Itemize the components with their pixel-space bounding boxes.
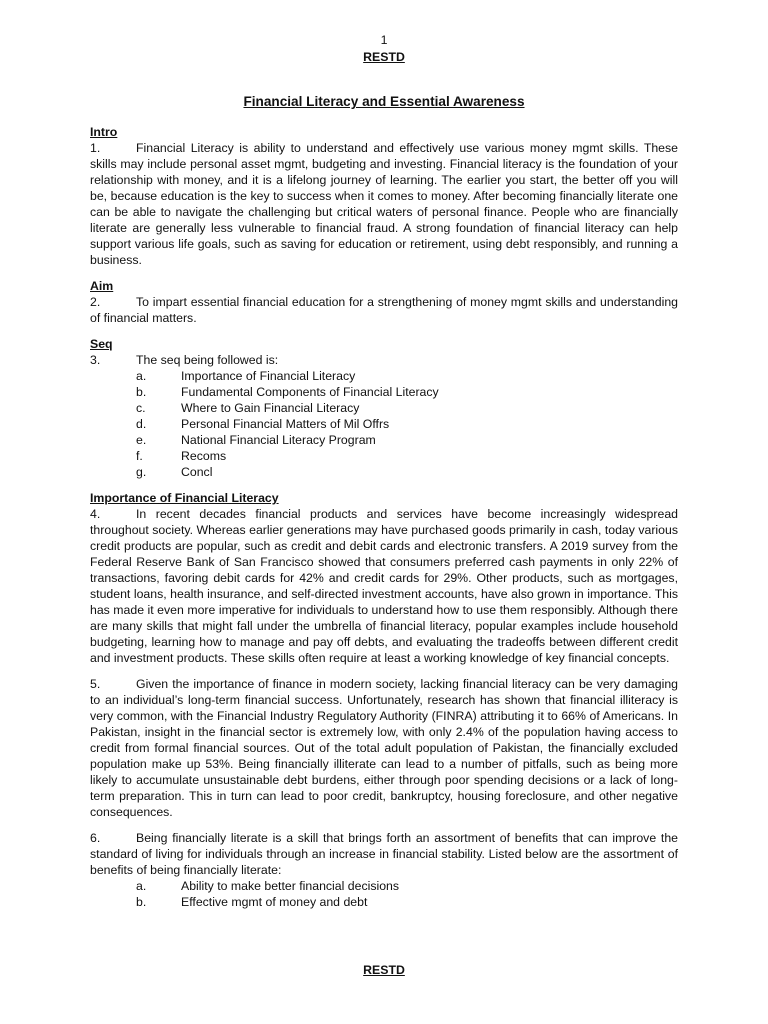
section-heading-aim: Aim xyxy=(90,279,114,293)
list-item: d. Personal Financial Matters of Mil Offrs xyxy=(136,417,390,431)
page-number: 1 xyxy=(380,33,388,47)
paragraph-text: Given the importance of finance in modern society, lacking financial literacy can be very damaging to an individual’s long-term financial success. Unfortunately, research has shown that financial illiteracy is very common, with the Financial Industry Regulatory Authority (FINRA) attributing it to 66% of Americans. In Pakistan, insight in the financial sector is extremely low, with only 2.4% of the population having access to credit from formal financial sources. Out of the total adult population of Pakistan, the financially excluded population make up 53%. Being financially illiterate can lead to a number of pitfalls, such as being more likely to accumulate unsustainable debt burdens, either through poor spending decisions or a lack of long-term preparation. This in turn can lead to poor credit, bankruptcy, housing foreclosure, and other negative consequences. xyxy=(90,677,678,819)
classification-header: RESTD xyxy=(363,50,405,64)
list-item: f. Recoms xyxy=(136,449,227,463)
paragraph-4 xyxy=(90,506,678,666)
paragraph-1 xyxy=(90,140,678,268)
list-item: a. Ability to make better financial decisions xyxy=(136,879,400,893)
list-item: c. Where to Gain Financial Literacy xyxy=(136,401,360,415)
paragraph-number: 2. xyxy=(90,295,101,309)
paragraph-number: 6. xyxy=(90,831,101,845)
document-page xyxy=(90,0,678,1024)
list-item: b. Fundamental Components of Financial Literacy xyxy=(136,385,439,399)
list-item: b. Effective mgmt of money and debt xyxy=(136,895,368,909)
paragraph-text: To impart essential financial education for a strengthening of money mgmt skills and understanding of financial matters. xyxy=(90,295,678,325)
paragraph-number: 1. xyxy=(90,141,101,155)
classification-footer: RESTD xyxy=(363,963,405,977)
paragraph-number: 4. xyxy=(90,507,101,521)
document-body xyxy=(90,124,678,910)
paragraph-3 xyxy=(90,352,678,368)
paragraph-text: Financial Literacy is ability to understand and effectively use various money mgmt skills. These skills may include personal asset mgmt, budgeting and investing. Financial literacy is the foundation of your relationship with money, and it is a lifelong journey of learning. The earlier you start, the better off you will be, because education is the key to success when it comes to money. After becoming financially literate one can be able to navigate the challenging but critical waters of personal finance. People who are financially literate are generally less vulnerable to financial fraud. A strong foundation of financial literacy can help support various life goals, such as saving for education or retirement, using debt responsibly, and running a business. xyxy=(90,141,678,267)
paragraph-number: 5. xyxy=(90,677,101,691)
paragraph-5 xyxy=(90,676,678,820)
paragraph-2 xyxy=(90,294,678,326)
paragraph-text: The seq being followed is: xyxy=(136,353,279,367)
paragraph-text: In recent decades financial products and services have become increasingly widespread throughout society. Whereas earlier generations may have purchased goods primarily in cash, today various credit products are popular, such as credit and debit cards and electronic transfers. A 2019 survey from the Federal Reserve Bank of San Francisco showed that consumers preferred cash payments in only 22% of transactions, favoring debit cards for 42% and credit cards for 29%. Other products, such as mortgages, student loans, health insurance, and self-directed investment accounts, have also grown in importance. This has made it even more imperative for individuals to understand how to use them responsibly. Although there are many skills that might fall under the umbrella of financial literacy, popular examples include household budgeting, learning how to manage and pay off debts, and evaluating the tradeoffs between different credit and investment products. These skills often require at least a working knowledge of key financial concepts. xyxy=(90,507,678,665)
section-heading-seq: Seq xyxy=(90,337,113,351)
section-heading-intro: Intro xyxy=(90,125,118,139)
paragraph-6 xyxy=(90,830,678,878)
paragraph-number: 3. xyxy=(90,353,101,367)
list-item: e. National Financial Literacy Program xyxy=(136,433,376,447)
list-item: a. Importance of Financial Literacy xyxy=(136,369,356,383)
section-heading-importance: Importance of Financial Literacy xyxy=(90,491,279,505)
list-item: g. Concl xyxy=(136,465,213,479)
paragraph-text: Being financially literate is a skill that brings forth an assortment of benefits that can improve the standard of living for individuals through an increase in financial stability. Listed below are the assortment of benefits of being financially literate: xyxy=(90,831,678,877)
document-title: Financial Literacy and Essential Awareness xyxy=(243,94,525,109)
